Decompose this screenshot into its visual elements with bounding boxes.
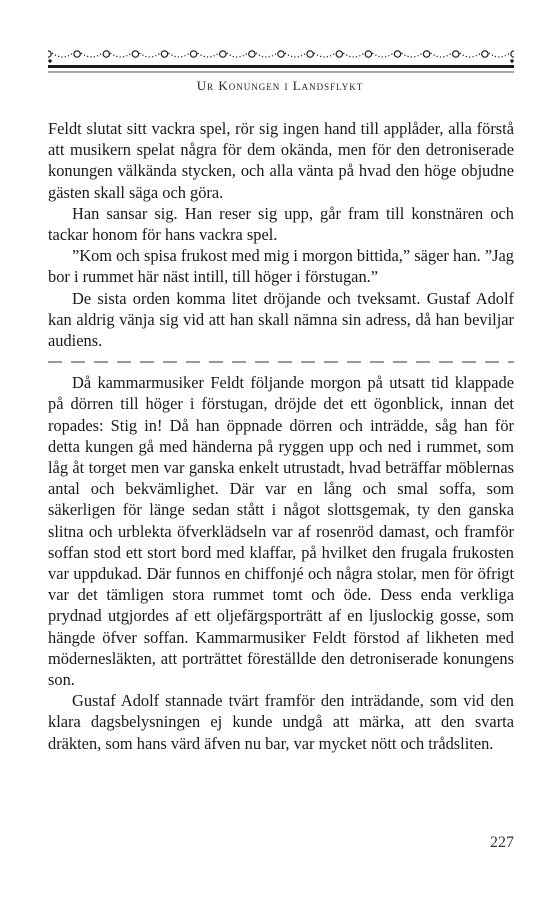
ornament-swag — [402, 53, 423, 57]
ornament-swag — [169, 53, 190, 57]
page-body — [48, 118, 514, 754]
paragraph: De sista orden komma litet dröjande och tveksamt. Gustaf Adolf kan aldrig vänja sig vid att han skall nämna sin adress, då han beviljar audiens. — [48, 288, 514, 351]
ornament-dot — [511, 60, 513, 62]
ornament-ring — [249, 51, 255, 57]
ornament-ring — [365, 51, 371, 57]
ornament-swag — [489, 53, 510, 57]
ornament-ring — [453, 51, 459, 57]
ornament-swag — [460, 53, 481, 57]
ornament-ring — [278, 51, 284, 57]
ornament-swag — [285, 53, 306, 57]
ornament-ring — [190, 51, 196, 57]
ornament-ring — [161, 51, 167, 57]
ornament-swag — [227, 53, 248, 57]
paragraph: Feldt slutat sitt vackra spel, rör sig ingen hand till applåder, alla förstå att musikern spelat några för dem okända, men för den detroniserade konungen välkända stycken, och alla vänta på hvad den höge objudne gästen skall säga och göra. — [48, 119, 514, 202]
paragraph: Gustaf Adolf stannade tvärt framför den inträdande, som vid den klara dagsbelysningen ej kunde undgå att märka, att den svarta dräkten, som hans värd äfven nu bar, var mycket nött och trådsliten. — [48, 691, 514, 753]
ornament-swag — [256, 53, 277, 57]
paragraph: Han sansar sig. Han reser sig upp, går fram till konstnären och tackar honom för hans vackra spel. — [48, 203, 514, 245]
section-break-divider — [48, 351, 514, 372]
ornament-swag — [52, 53, 73, 57]
ornament-ring — [74, 51, 80, 57]
ornament-ring — [336, 51, 342, 57]
ornament-swag — [343, 53, 364, 57]
running-head: Ur Konungen i Landsflykt — [196, 78, 364, 93]
ornament-ring — [48, 51, 51, 57]
ornament-ring — [482, 51, 488, 57]
ornament-swag — [198, 53, 219, 57]
ornament-ring — [220, 51, 226, 57]
ornament-ring — [132, 51, 138, 57]
header-ornament — [48, 44, 514, 74]
ornament-swag — [139, 53, 160, 57]
ornament-ring — [511, 51, 514, 57]
ornament-ring — [394, 51, 400, 57]
ornament-swag — [110, 53, 131, 57]
paragraph: Då kammarmusiker Feldt följande morgon på utsatt tid klappade på dörren till höger i förstugan, dröjde det ett ögonblick, innan det ropades: Stig in! Då han öppnade dörren och inträdde, såg han för detta kungen gå med händerna på ryggen upp och ned i rummet, som låg åt torget men var ganska enkelt utrustadt, hvad beträffar möblernas antal och bekvämlighet. Där var en lång och smal soffa, som säkerligen för länge sedan stått i något slottsgemak, ty den ganska slitna och urblekta öfverklädseln var af rosenröd damast, och framför soffan stod ett stort bord med klaffar, på hvilket den frugala frukosten var uppdukad. Där funnos en chiffonjé och några stolar, men för öfrigt var det tämligen stora rummet tomt och öde. Dess enda verkliga prydnad utgjordes af ett oljefärgsporträtt af en ljuslockig gosse, som hängde öfver soffan. Kammarmusiker Feldt förstod af likheten med mödernesläkten, att porträttet föreställde den detroniserade konungens son. — [48, 373, 514, 690]
ornament-dot — [49, 60, 51, 62]
ornament-ring — [423, 51, 429, 57]
ornament-swag — [372, 53, 393, 57]
ornament-ring — [103, 51, 109, 57]
page-number: 227 — [490, 834, 514, 851]
ornament-swag — [314, 53, 335, 57]
ornament-swag — [81, 53, 102, 57]
ornament-ring — [307, 51, 313, 57]
ornament-swag — [431, 53, 452, 57]
paragraph: ”Kom och spisa frukost med mig i morgon bittida,” säger han. ”Jag bor i rummet här näst intill, till höger i förstugan.” — [48, 246, 514, 287]
